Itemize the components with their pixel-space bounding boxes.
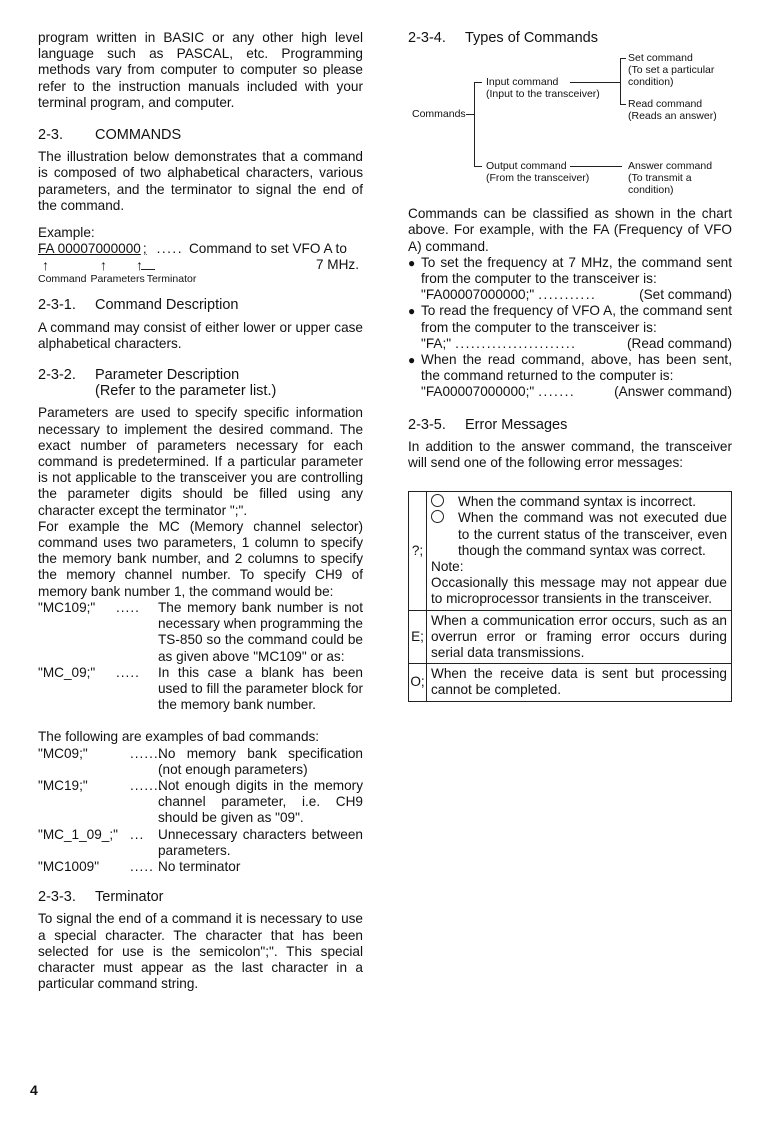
intro-paragraph: program written in BASIC or any other high level language such as PASCAL, etc. Programming methods vary from computer to computer so please refer to the instruction manuals included with your terminal program, and computer. (38, 30, 363, 110)
diagram-root-label: Commands (412, 108, 466, 121)
mc-example-paragraph: For example the MC (Memory channel selector) command uses two parameters, 1 column to specify the memory bank number, and 2 columns to specify the memory channel number. To specify CH9 of memory bank number 1, the command would be: (38, 518, 363, 599)
example-description: Command to set VFO A to (188, 241, 347, 257)
terminator-bracket (141, 269, 155, 270)
section-2-3-5-heading: 2-3-5. Error Messages (408, 416, 568, 433)
table-row: E; When a communication error occurs, such as an overrun error or framing error occurs during serial data transmissions. (409, 610, 732, 664)
right-column (408, 30, 732, 702)
example-terminator: ; (142, 241, 147, 257)
section-2-3-1-heading: 2-3-1. Command Description (38, 297, 239, 314)
section-2-3-3-heading: 2-3-3. Terminator (38, 889, 164, 906)
commands-paragraph: The illustration below demonstrates that a command is composed of two alphabetical characters, various parameters, and the terminator to signal the end of the command. (38, 149, 363, 213)
page-number: 4 (30, 1082, 38, 1098)
bullet-icon: ● (408, 304, 416, 319)
error-code: O; (409, 664, 427, 701)
error-code: E; (409, 610, 427, 664)
error-paragraph: In addition to the answer command, the transceiver will send one of the following error messages: (408, 438, 732, 471)
bad-command-row: "MC1009" ..... No terminator (38, 858, 241, 874)
arrow-up-icon: ↑ (136, 257, 143, 274)
table-row: O; When the receive data is sent but processing cannot be completed. (409, 664, 732, 701)
bullet-item: ● To read the frequency of VFO A, the command sent from the computer to the transceiver is: "FA;" ....................... (Read command) (408, 303, 732, 351)
command-types-diagram: Commands Input command (Input to the transceiver) Output command (From the transceiver) Set command (To set a particular condition) Read command (Reads an answer) Answer command (To transmit a condition) (412, 52, 717, 197)
diagram-read-label: Read command (628, 98, 703, 111)
error-messages-table (408, 491, 732, 701)
bad-command-row: "MC_1_09_;" ... Unnecessary characters between parameters. (38, 826, 363, 858)
example-block: Example: FA 00007000000 ; ..... Command to set VFO A to ↑ ↑ ↑ 7 MHz. Command Parameters Terminator (38, 225, 363, 285)
bullet-icon: ● (408, 255, 416, 270)
example-part-labels: Command Parameters Terminator (38, 273, 197, 286)
circle-icon (431, 494, 444, 507)
section-2-3-heading: 2-3. COMMANDS (38, 127, 182, 144)
diagram-answer-label: Answer command (628, 160, 713, 173)
bullet-icon: ● (408, 353, 416, 368)
bad-command-row: "MC09;" ....... No memory bank specification (not enough parameters) (38, 745, 363, 777)
bullet-item: ● To set the frequency at 7 MHz, the command sent from the computer to the transceiver is: "FA00007000000;" ........... (Set command) (408, 254, 732, 303)
diagram-output-label: Output command (486, 160, 567, 173)
example-line: FA 00007000000 ; ..... Command to set VFO A to (38, 241, 347, 257)
diagram-input-label: Input command (486, 76, 559, 89)
arrow-up-icon: ↑ (42, 257, 49, 274)
error-code: ?; (409, 492, 427, 610)
parameter-paragraph: Parameters are used to specify specific information necessary to implement the desired command. The exact number of parameters necessary for each command is predetermined. If a particular parameter is not applicable to the transceiver you are controlling the parameter digits should be filled using any character except the terminator ";". (38, 405, 363, 518)
section-2-3-4-heading: 2-3-4. Types of Commands (408, 30, 598, 46)
example-command: FA 00007000000 (38, 241, 141, 257)
command-description-paragraph: A command may consist of either lower or upper case alphabetical characters. (38, 319, 363, 351)
diagram-set-label: Set command (628, 52, 693, 65)
example-label: Example: (38, 225, 95, 241)
classify-paragraph: Commands can be classified as shown in the chart above. For example, with the FA (Frequency of VFO A) command. (408, 206, 732, 254)
arrow-up-icon: ↑ (100, 257, 107, 274)
bullet-item: ● When the read command, above, has been sent, the command returned to the computer is: "FA00007000000;" ....... (Answer command) (408, 352, 732, 400)
mc-example-row: "MC109;" ..... The memory bank number is not necessary when programming the TS-850 so the command could be as given above "MC109" or as: (38, 599, 363, 664)
left-column (38, 30, 363, 992)
bad-command-row: "MC19;" ....... Not enough digits in the memory channel parameter, i.e. CH9 should be given as "09". (38, 777, 363, 826)
mc-example-row: "MC_09;" ..... In this case a blank has been used to fill the parameter block for the memory bank number. (38, 664, 363, 713)
section-2-3-2-subtitle: (Refer to the parameter list.) (95, 383, 277, 400)
circle-icon (431, 510, 444, 523)
table-row: ?; When the command syntax is incorrect. When the command was not executed due to the current status of the transceiver, even though the command syntax was correct. Note: Occasionally this message may not appear due to microprocessor transients in the transceiver. (409, 492, 732, 610)
bad-commands-intro: The following are examples of bad commands: (38, 729, 320, 745)
terminator-paragraph: To signal the end of a command it is necessary to use a special character. The character that has been selected for use is the semicolon";". This special character must appear as the last character in a particular command string. (38, 911, 363, 992)
section-2-3-2-heading: 2-3-2. Parameter Description (38, 367, 240, 384)
